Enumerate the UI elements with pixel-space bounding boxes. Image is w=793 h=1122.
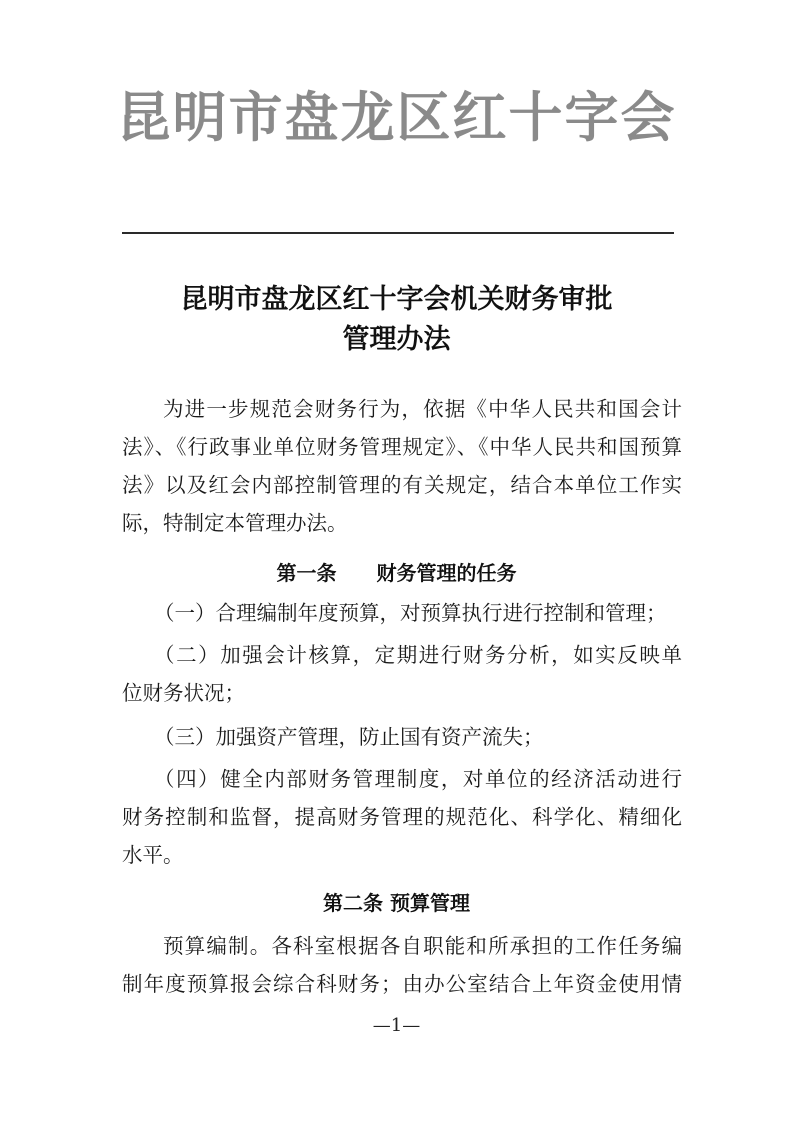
article-1-heading: 第一条 财务管理的任务 [276, 561, 517, 585]
paragraph-line: 法》以及红会内部控制管理的有关规定，结合本单位工作实 [122, 473, 682, 497]
article-1-item-3 [122, 718, 682, 756]
document-title-line-2: 管理办法 [342, 324, 451, 355]
document-title [0, 280, 793, 360]
paragraph-line: 财务控制和监督，提高财务管理的规范化、科学化、精细化 [122, 805, 682, 829]
paragraph-line: 为进一步规范会财务行为，依据《中华人民共和国会计 [163, 397, 682, 421]
article-1-item-1 [122, 594, 682, 632]
paragraph-line: 制年度预算报会综合科财务；由办公室结合上年资金使用情 [122, 972, 682, 996]
article-1-item-4 [122, 760, 682, 874]
article-1-item-2 [122, 636, 682, 712]
paragraph-line: （一）合理编制年度预算，对预算执行进行控制和管理； [154, 601, 667, 625]
paragraph-line: 际，特制定本管理办法。 [122, 511, 348, 535]
paragraph-line: 位财务状况； [122, 681, 245, 705]
paragraph-line: （四）健全内部财务管理制度，对单位的经济活动进行 [154, 767, 682, 791]
intro-paragraph [122, 390, 682, 542]
letterhead-divider [122, 232, 674, 234]
paragraph-line: （三）加强资产管理，防止国有资产流失； [154, 725, 544, 749]
paragraph-line: 预算编制。各科室根据各自职能和所承担的工作任务编 [163, 934, 682, 958]
organization-letterhead: 昆明市盘龙区红十字会 [116, 85, 677, 149]
article-2-paragraph [122, 927, 682, 1003]
paragraph-line: 法》、《行政事业单位财务管理规定》、《中华人民共和国预算 [122, 435, 682, 459]
paragraph-line: 水平。 [122, 843, 184, 867]
article-2-heading: 第二条 预算管理 [323, 891, 470, 915]
paragraph-line: （二）加强会计核算，定期进行财务分析，如实反映单 [154, 643, 682, 667]
document-title-line-1: 昆明市盘龙区红十字会机关财务审批 [180, 284, 613, 315]
page-number: —1— [372, 1015, 421, 1036]
